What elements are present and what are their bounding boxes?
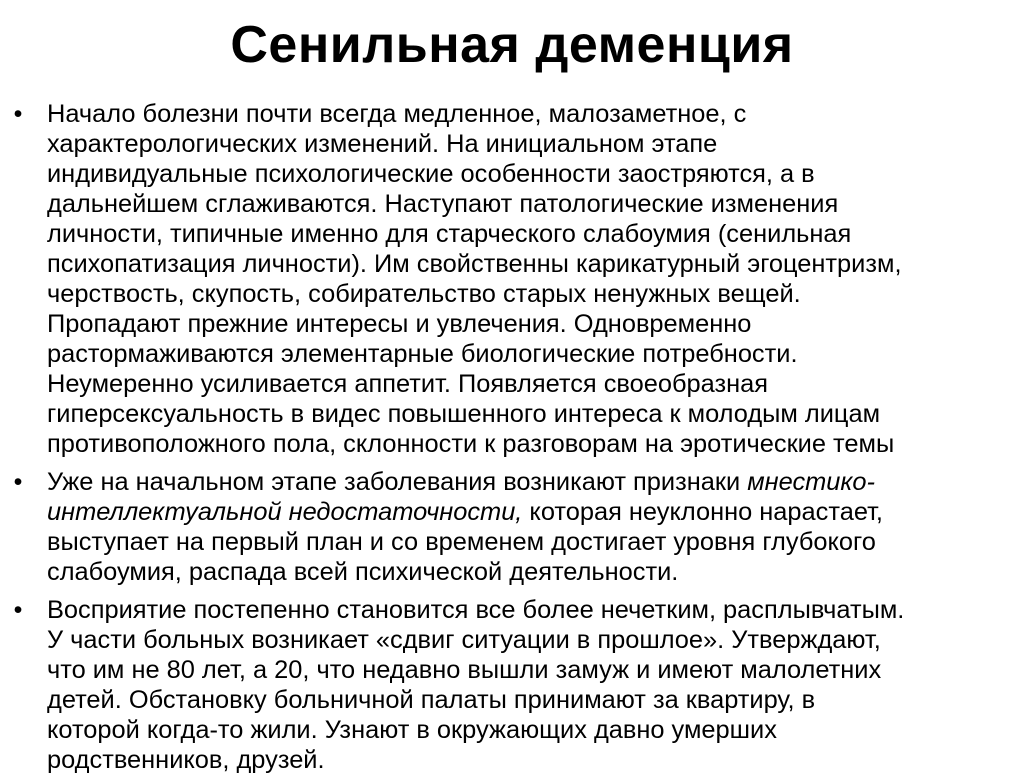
text-line: которой когда-то жили. Узнают в окружающих давно умерших <box>47 716 777 744</box>
text-line: выступает на первый план и со временем достигает уровня глубокого <box>47 528 876 556</box>
text-line: черствость, скупость, собирательство старых ненужных вещей. <box>47 280 801 308</box>
slide-title: Сенильная деменция <box>230 16 794 74</box>
text-plain: Уже на начальном этапе заболевания возникают признаки <box>47 468 748 496</box>
text-line: У части больных возникает «сдвиг ситуации в прошлое». Утверждают, <box>47 626 881 654</box>
bullet-icon: • <box>13 468 23 496</box>
text-line: слабоумия, распада всей психической деятельности. <box>47 558 679 586</box>
text-line: Начало болезни почти всегда медленное, малозаметное, с <box>47 100 747 128</box>
bullet-icon: • <box>13 596 23 624</box>
text-line: психопатизация личности). Им свойственны карикатурный эгоцентризм, <box>47 250 902 278</box>
text-italic-term: мнестико- <box>747 468 875 496</box>
text-line: Неумеренно усиливается аппетит. Появляется своеобразная <box>47 370 768 398</box>
bullet-item-onset <box>0 99 1024 459</box>
text-line: растормаживаются элементарные биологические потребности. <box>47 340 798 368</box>
text-line: противоположного пола, склонности к разговорам на эротические темы <box>47 430 895 458</box>
text-line: дальнейшем сглаживаются. Наступают патологические изменения <box>47 190 839 218</box>
bullet-icon: • <box>13 100 23 128</box>
text-line: детей. Обстановку больничной палаты принимают за квартиру, в <box>47 686 816 714</box>
text-plain: которая неуклонно нарастает, <box>522 498 883 526</box>
bullet-list <box>0 99 1024 783</box>
text-line <box>47 467 1012 497</box>
text-line: гиперсексуальность в видес повышенного интереса к молодым лицам <box>47 400 881 428</box>
bullet-item-perception <box>0 595 1024 775</box>
text-line: Пропадают прежние интересы и увлечения. Одновременно <box>47 310 752 338</box>
text-line: что им не 80 лет, а 20, что недавно вышли замуж и имеют малолетних <box>47 656 882 684</box>
text-line: личности, типичные именно для старческого слабоумия (сенильная <box>47 220 852 248</box>
text-line: родственников, друзей. <box>47 746 325 774</box>
text-italic-term: интеллектуальной недостаточности, <box>47 498 523 526</box>
bullet-item-cognitive-decline <box>0 467 1024 587</box>
text-line: характерологических изменений. На инициальном этапе <box>47 130 718 158</box>
text-line: Восприятие постепенно становится все более нечетким, расплывчатым. <box>47 596 905 624</box>
text-line <box>47 497 1012 527</box>
text-line: индивидуальные психологические особенности заостряются, а в <box>47 160 815 188</box>
